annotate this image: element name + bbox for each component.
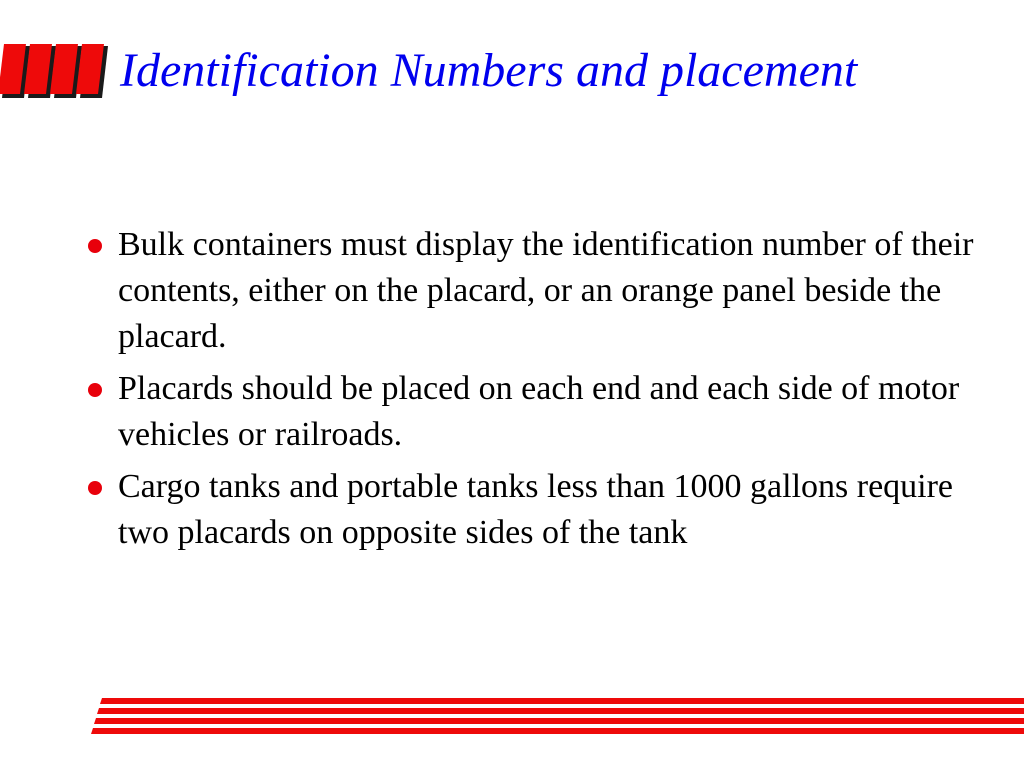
- bullet-text: Cargo tanks and portable tanks less than 1000 gallons require two placards on opposite sides of the tank: [118, 468, 954, 551]
- bullet-dot-icon: [88, 239, 102, 253]
- bullet-text: Bulk containers must display the identification number of their contents, either on the placard, or an orange panel beside the placard.: [118, 226, 974, 355]
- bullet-item: [88, 366, 988, 458]
- bullet-list: [88, 222, 988, 562]
- bullet-dot-icon: [88, 383, 102, 397]
- bullet-dot-icon: [88, 481, 102, 495]
- bullet-text: Placards should be placed on each end and each side of motor vehicles or railroads.: [118, 370, 960, 453]
- red-bars-logo-icon: [0, 42, 112, 102]
- bullet-item: [88, 464, 988, 556]
- bullet-item: [88, 222, 988, 360]
- slide-title: Identification Numbers and placement: [120, 44, 858, 97]
- footer-stripes-decoration: [90, 698, 1024, 740]
